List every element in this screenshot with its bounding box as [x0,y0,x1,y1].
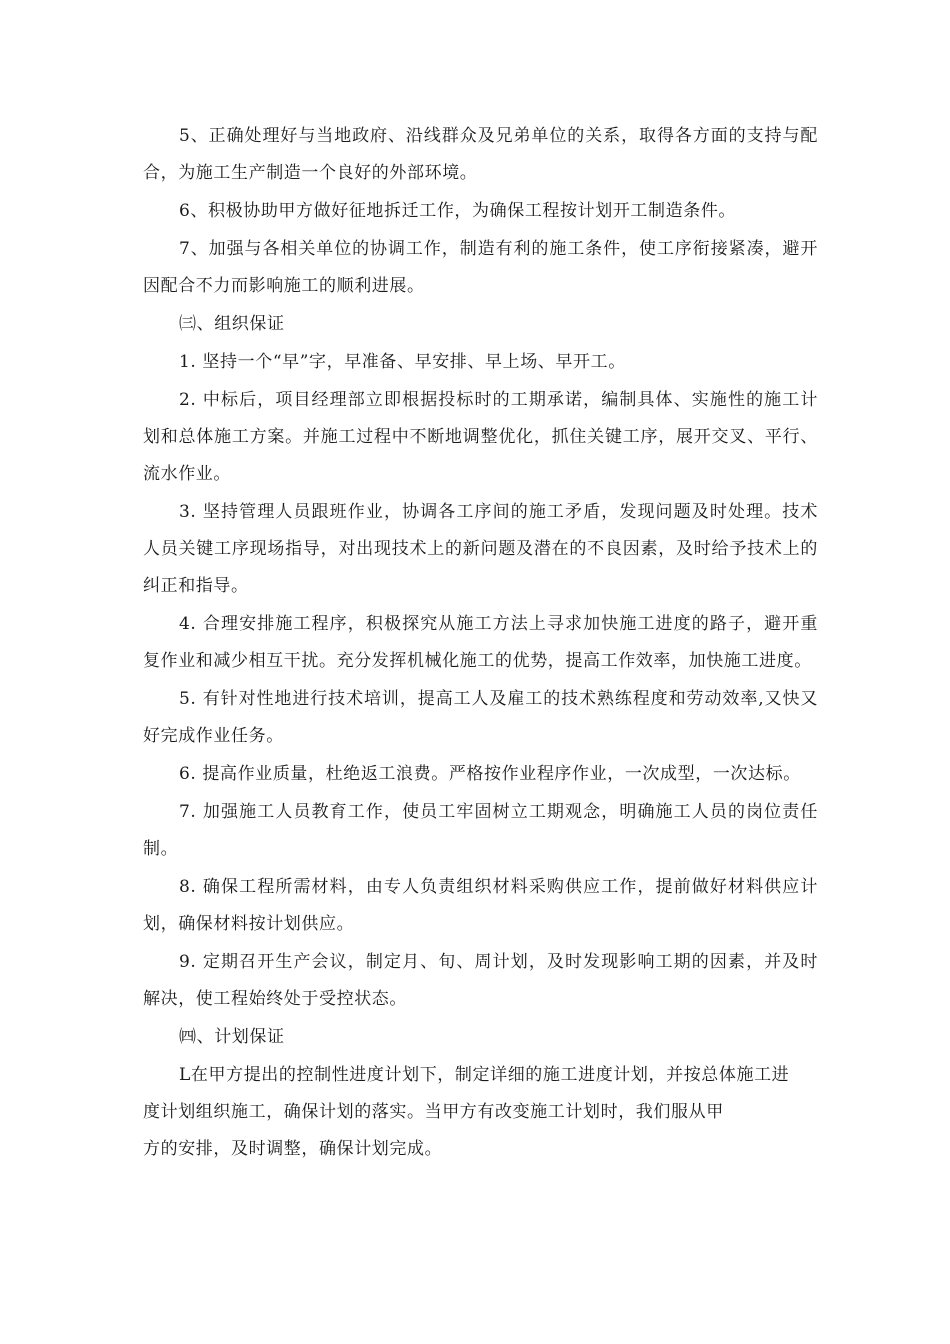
list-item: 1. 坚持一个“早”字，早准备、早安排、早上场、早开工。 [179,352,626,372]
list-item: 9. 定期召开生产会议，制定月、旬、周计划，及时发现影响工期的因素，并及时解决，使工程始终处于受控状态。 [143,952,818,1009]
list-item: 6. 提高作业质量，杜绝返工浪费。严格按作业程序作业，一次成型，一次达标。 [179,764,801,784]
plan-item-1-line-1: L在甲方提出的控制性进度计划下，制定详细的施工进度计划，并按总体施工进 [179,1065,790,1085]
plan-item-1 [143,1057,818,1168]
paragraph-7: 7、加强与各相关单位的协调工作，制造有利的施工条件，使工序衔接紧凑，避开因配合不力而影响施工的顺利进展。 [143,239,818,296]
section-heading-plan: ㈣、计划保证 [179,1027,285,1047]
document-body [143,118,818,1169]
plan-item-1-line-3: 方的安排，及时调整，确保计划完成。 [143,1139,443,1159]
plan-item-1-line-2: 度计划组织施工，确保计划的落实。当甲方有改变施工计划时，我们服从甲 [143,1102,724,1122]
list-item: 3. 坚持管理人员跟班作业，协调各工序间的施工矛盾，发现问题及时处理。技术人员关键工序现场指导，对出现技术上的新问题及潜在的不良因素，及时给予技术上的纠正和指导。 [143,502,818,596]
list-item: 7. 加强施工人员教育工作，使员工牢固树立工期观念，明确施工人员的岗位责任制。 [143,802,818,859]
list-item: 8. 确保工程所需材料，由专人负责组织材料采购供应工作，提前做好材料供应计划，确保材料按计划供应。 [143,877,818,934]
paragraph-5: 5、正确处理好与当地政府、沿线群众及兄弟单位的关系，取得各方面的支持与配合，为施工生产制造一个良好的外部环境。 [143,126,818,183]
list-item: 5. 有针对性地进行技术培训，提高工人及雇工的技术熟练程度和劳动效率,又快又好完成作业任务。 [143,689,818,746]
section-heading-organization: ㈢、组织保证 [179,314,285,334]
list-item: 4. 合理安排施工程序，积极探究从施工方法上寻求加快施工进度的路子，避开重复作业和减少相互干扰。充分发挥机械化施工的优势，提高工作效率，加快施工进度。 [143,614,818,671]
list-item: 2. 中标后，项目经理部立即根据投标时的工期承诺，编制具体、实施性的施工计划和总体施工方案。并施工过程中不断地调整优化，抓住关键工序，展开交叉、平行、流水作业。 [143,390,818,484]
paragraph-6: 6、积极协助甲方做好征地拆迁工作，为确保工程按计划开工制造条件。 [179,201,737,221]
